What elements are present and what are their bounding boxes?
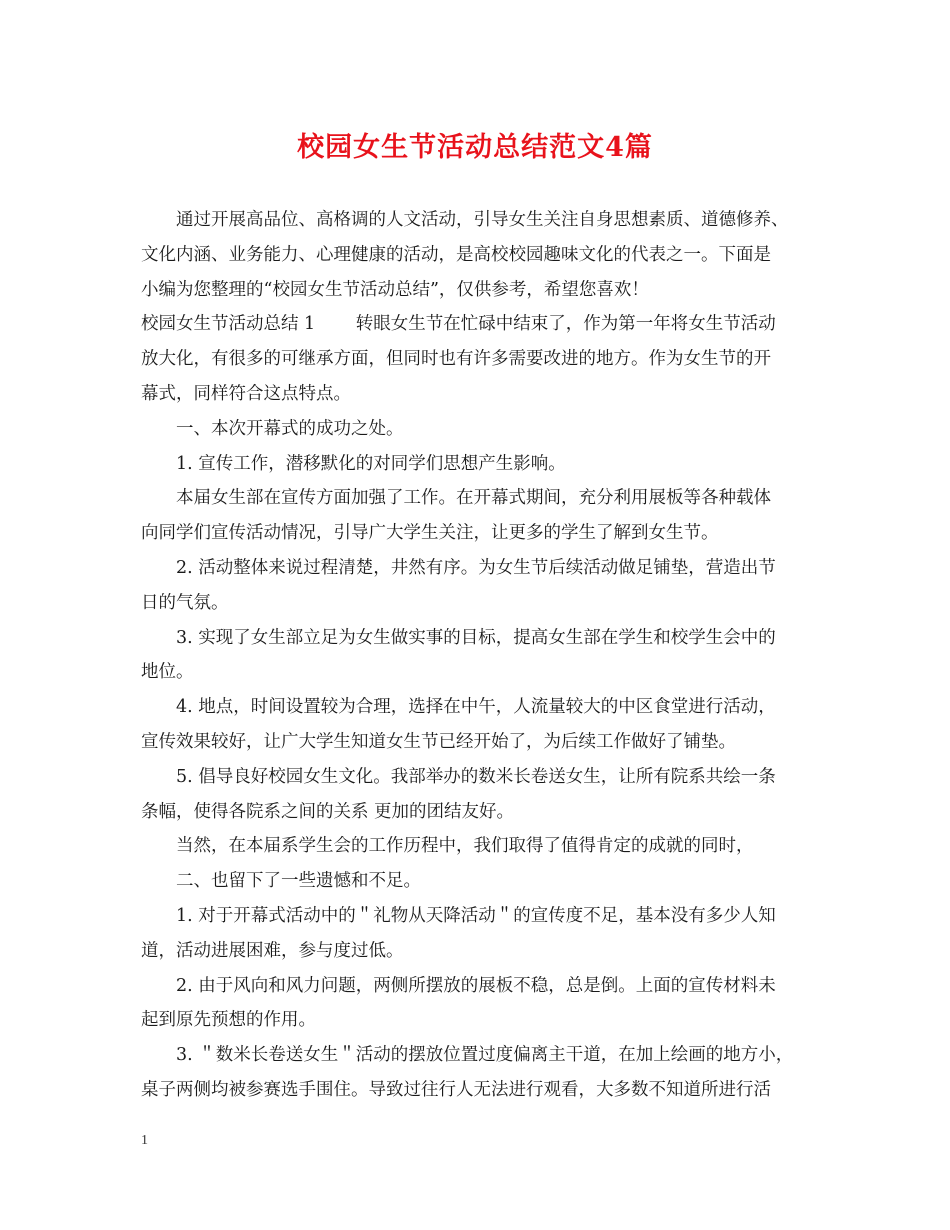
list-item: 1. 宣传工作，潜移默化的对同学们思想产生影响。 (176, 453, 566, 474)
paragraph-line: 起到原先预想的作用。 (141, 1010, 316, 1031)
paragraph-line: 本届女生部在宣传方面加强了工作。在开幕式期间，充分利用展板等各种载体 (176, 488, 771, 509)
paragraph-line: 日的气氛。 (141, 592, 229, 613)
list-item: 3. 实现了女生部立足为女生做实事的目标，提高女生部在学生和校学生会中的 (176, 627, 776, 648)
list-item: 2. 活动整体来说过程清楚，井然有序。为女生节后续活动做足铺垫，营造出节 (176, 557, 776, 578)
section-heading: 一、本次开幕式的成功之处。 (176, 418, 404, 439)
paragraph-line: 地位。 (141, 662, 194, 683)
list-item: 5. 倡导良好校园女生文化。我部举办的数米长卷送女生，让所有院系共绘一条 (176, 766, 776, 787)
paragraph-line: 小编为您整理的“校园女生节活动总结”，仅供参考，希望您喜欢！ (141, 279, 649, 300)
paragraph-line: 向同学们宣传活动情况，引导广大学生关注，让更多的学生了解到女生节。 (141, 523, 719, 544)
document-body (141, 203, 811, 1108)
paragraph-line: 道，活动进展困难，参与度过低。 (141, 940, 404, 961)
paragraph-line: 放大化，有很多的可继承方面，但同时也有许多需要改进的地方。作为女生节的开 (141, 349, 771, 370)
paragraph-line: 条幅，使得各院系之间的关系 更加的团结友好。 (141, 801, 515, 822)
paragraph-line: 幕式，同样符合这点特点。 (141, 383, 351, 404)
paragraph-line: 校园女生节活动总结 1 转眼女生节在忙碌中结束了，作为第一年将女生节活动 (141, 314, 776, 335)
paragraph-line: 桌子两侧均被参赛选手围住。导致过往行人无法进行观看，大多数不知道所进行活 (141, 1079, 771, 1100)
paragraph-line: 文化内涵、业务能力、心理健康的活动，是高校校园趣味文化的代表之一。下面是 (141, 244, 771, 265)
list-item: 3. ＂数米长卷送女生＂活动的摆放位置过度偏离主干道，在加上绘画的地方小， (176, 1045, 794, 1066)
page-title: 校园女生节活动总结范文4篇 (297, 132, 653, 163)
paragraph-line: 宣传效果较好，让广大学生知道女生节已经开始了，为后续工作做好了铺垫。 (141, 731, 736, 752)
list-item: 4. 地点，时间设置较为合理，选择在中午，人流量较大的中区食堂进行活动， (176, 697, 776, 718)
list-item: 2. 由于风向和风力问题，两侧所摆放的展板不稳，总是倒。上面的宣传材料未 (176, 975, 776, 996)
list-item: 1. 对于开幕式活动中的＂礼物从天降活动＂的宣传度不足，基本没有多少人知 (176, 905, 776, 926)
paragraph-line: 通过开展高品位、高格调的人文活动，引导女生关注自身思想素质、道德修养、 (176, 210, 789, 230)
paragraph-line: 当然，在本届系学生会的工作历程中，我们取得了值得肯定的成就的同时， (176, 836, 754, 857)
page-number: 1 (141, 1133, 148, 1148)
section-heading: 二、也留下了一些遗憾和不足。 (176, 871, 421, 892)
